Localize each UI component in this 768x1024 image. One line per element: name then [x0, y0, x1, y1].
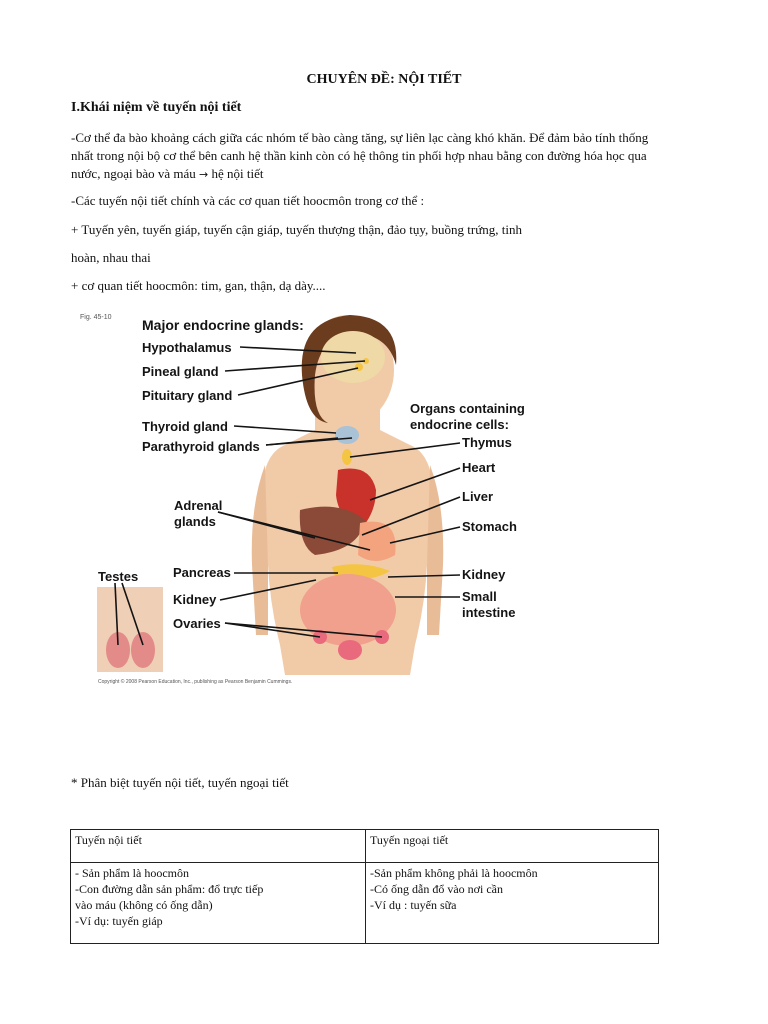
label-liver: Liver	[462, 489, 494, 504]
label-small-1: Small	[462, 589, 497, 604]
paragraph-text: nước, ngoại bào và máu	[71, 166, 196, 181]
cell-line: -Có ống dẫn đổ vào nơi cần	[370, 882, 503, 896]
label-pineal: Pineal gland	[142, 364, 219, 379]
pituitary-mark	[355, 363, 363, 371]
label-stomach: Stomach	[462, 519, 517, 534]
paragraph-line	[71, 165, 701, 184]
paragraph-glands: -Các tuyến nội tiết chính và các cơ quan tiết hoocmôn trong cơ thể :	[71, 193, 425, 208]
brain-shape	[321, 331, 385, 383]
label-small-2: intestine	[462, 605, 516, 620]
paragraph-list-1-cont: hoàn, nhau thai	[71, 250, 151, 265]
label-kidney-right: Kidney	[462, 567, 506, 582]
label-thymus: Thymus	[462, 435, 512, 450]
label-kidney-left: Kidney	[173, 592, 217, 607]
label-adrenal-2: glands	[174, 514, 216, 529]
paragraph-text: hệ nội tiết	[211, 166, 264, 181]
figure-number: Fig. 45-10	[80, 314, 112, 321]
paragraph-list-2: + cơ quan tiết hoocmôn: tim, gan, thận, dạ dày....	[71, 278, 326, 293]
table-cell	[366, 863, 659, 944]
endocrine-diagram	[70, 305, 562, 690]
cell-line: -Con đường dẫn sản phẩm: đổ trực tiếp	[75, 882, 264, 896]
label-testes: Testes	[98, 569, 139, 584]
major-glands-title: Major endocrine glands:	[142, 317, 304, 333]
uterus-mark	[338, 640, 362, 660]
testis-right-mark	[131, 632, 155, 668]
label-heart: Heart	[462, 460, 496, 475]
section-heading: I.Khái niệm về tuyến nội tiết	[71, 100, 242, 115]
testes-inset	[97, 587, 163, 672]
table-header-row	[71, 830, 659, 863]
organs-title-1: Organs containing	[410, 401, 525, 416]
figure-copyright: Copyright © 2008 Pearson Education, Inc., publishing as Pearson Benjamin Cummings.	[98, 679, 293, 685]
thyroid-mark	[335, 426, 359, 444]
endocrine-figure	[70, 305, 562, 690]
table-cell	[71, 863, 366, 944]
table-row	[71, 863, 659, 944]
label-hypothalamus: Hypothalamus	[142, 340, 232, 355]
paragraph-compare: * Phân biệt tuyến nội tiết, tuyến ngoại tiết	[71, 775, 289, 790]
cell-line: - Sản phẩm là hoocmôn	[75, 866, 189, 880]
label-parathyroid: Parathyroid glands	[142, 439, 260, 454]
document-title: CHUYÊN ĐỀ: NỘI TIẾT	[306, 72, 462, 87]
paragraph-list-1: + Tuyến yên, tuyến giáp, tuyến cận giáp, tuyến thượng thận, đảo tụy, buồng trứng, tinh	[71, 222, 522, 237]
paragraph-line: -Cơ thể đa bào khoảng cách giữa các nhóm tế bào càng tăng, sự liên lạc càng khó khăn. Để đảm bảo tính thống	[71, 130, 649, 145]
label-adrenal-1: Adrenal	[174, 498, 223, 513]
comparison-table	[70, 829, 659, 944]
label-pancreas: Pancreas	[173, 565, 231, 580]
label-pituitary: Pituitary gland	[142, 388, 233, 403]
cell-line: vào máu (không có ống dẫn)	[75, 898, 213, 912]
cell-line: -Ví dụ: tuyến giáp	[75, 914, 163, 928]
label-thyroid: Thyroid gland	[142, 419, 228, 434]
organs-title-2: endocrine cells:	[410, 417, 509, 432]
paragraph-intro	[71, 129, 701, 184]
table-header-cell: Tuyến ngoại tiết	[366, 830, 659, 863]
table-header-cell: Tuyến nội tiết	[71, 830, 366, 863]
paragraph-line: nhất trong nội bộ cơ thể bên canh hệ thần kinh còn có hệ thông tin phối hợp nhau bằng con đường hóa học qua	[71, 148, 647, 163]
cell-line: -Ví dụ : tuyến sữa	[370, 898, 457, 912]
label-ovaries: Ovaries	[173, 616, 221, 631]
cell-line: -Sản phẩm không phải là hoocmôn	[370, 866, 538, 880]
right-arrow-icon: →	[199, 168, 209, 181]
